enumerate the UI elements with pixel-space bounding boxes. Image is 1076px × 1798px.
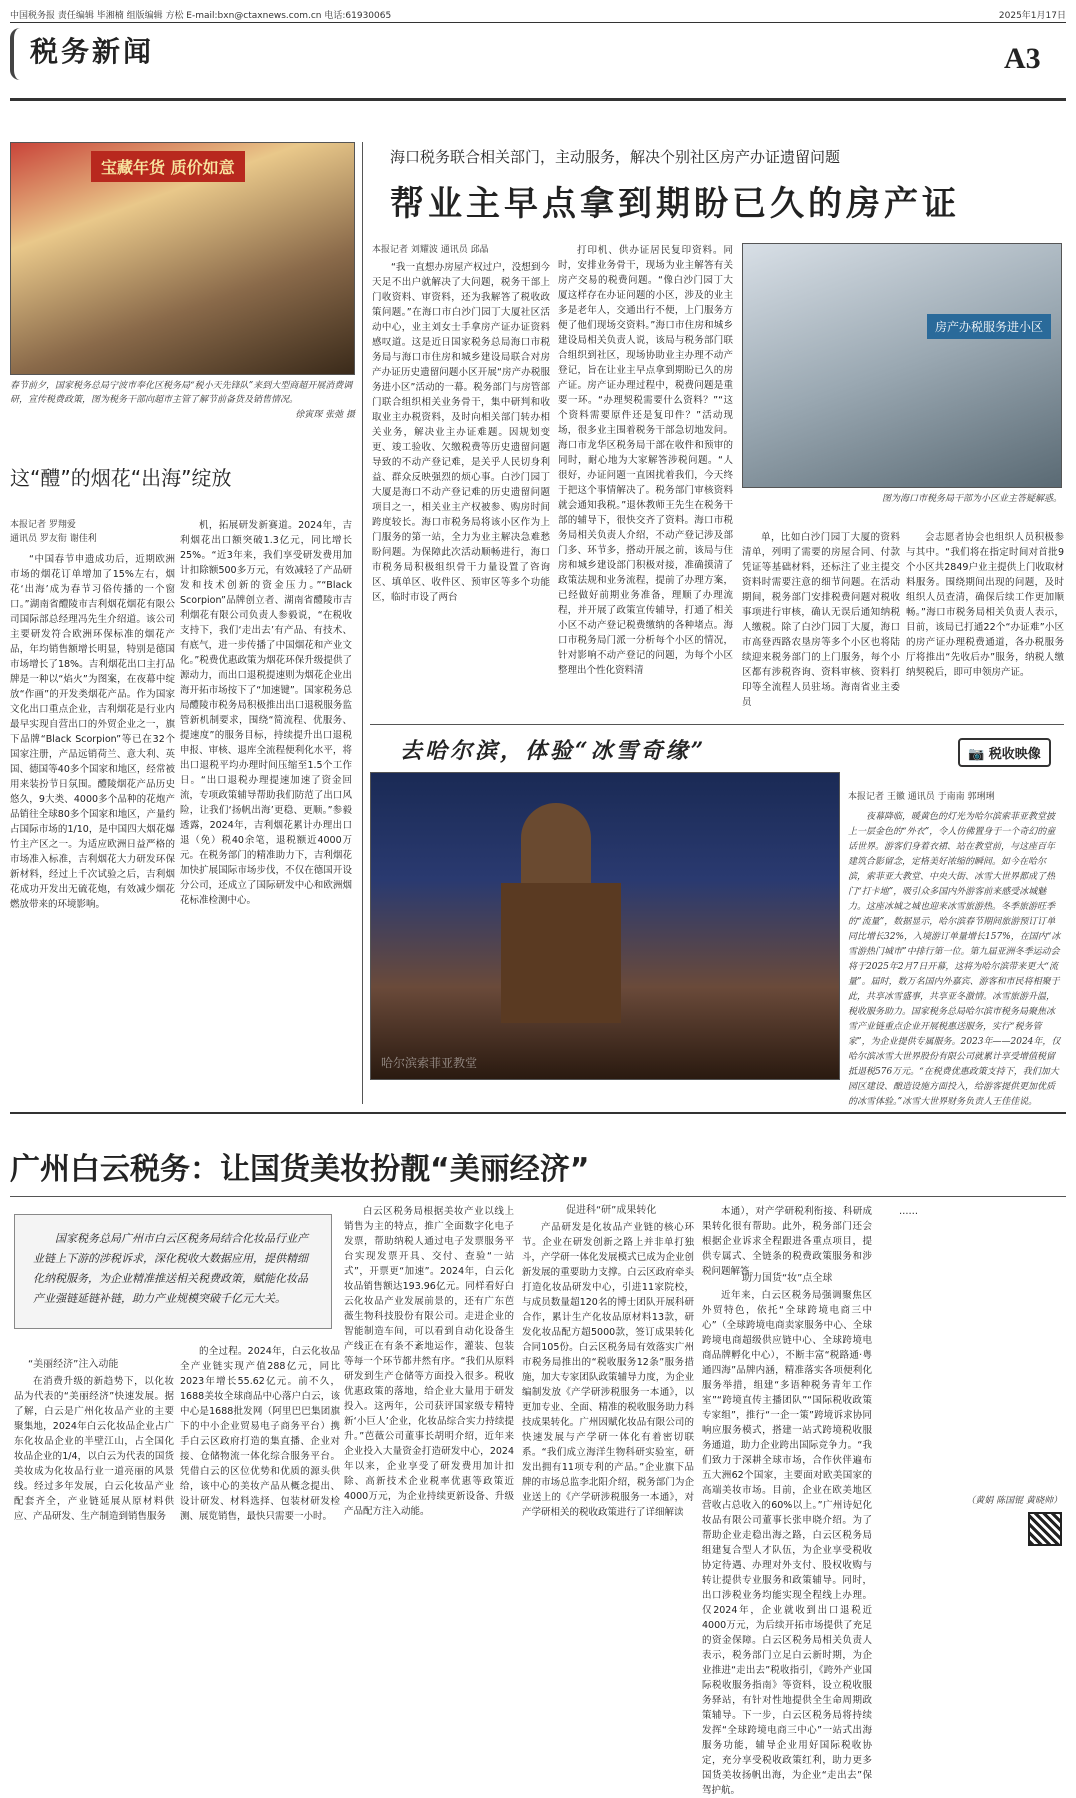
cathedral-dome-shape bbox=[521, 803, 591, 893]
story4-column-1b: 的全过程。2024年，白云化妆品全产业链实现产值288亿元，同比2023年增长55.62亿元。前不久，1688美妆全球商品中心落户白云，该中心是1688批发网（阿里巴巴集团旗下的中小企业贸易电子商务平台）携手白云区政府打造的集直播、企业对接、仓储物流一体化综合服务平台。凭借白云的区位优势和优质的源头供给，该中心的美妆产品从概念提出、设计研发、材料选择、包装材研发检测、展览销售，最快只需要一小时。 bbox=[180, 1346, 340, 1522]
bottom-section-rule bbox=[10, 1112, 1066, 1114]
section-brush-decoration bbox=[10, 28, 26, 80]
qr-code-icon bbox=[1028, 1512, 1062, 1546]
header-rule bbox=[10, 22, 1066, 23]
story2-column-1: “我一直想办房屋产权过户，没想到今天足不出户就解决了大问题，税务干部上门收资料、审资料，还为我解答了税收政策问题。”在海口市白沙门园丁大厦社区活动中心，业主刘女士手拿房产证办证资料感叹道。这是近日国家税务总局海口市税务局与海口市住房和城乡建设局联合对房产办证历史遗留问题小区开展“房产办税服务进小区”活动的一幕。税务部门与房管部门联合组织相关业务骨干，集中研判和收取业主办税资料，及时向相关部门转办相关业务，解决业主办证难题。因规划变更、竣工验收、欠缴税费等历史遗留问题导致的不动产登记难，是关乎人民切身利益、群众反映强烈的烦心事。白沙门园丁大厦是海口不动产登记难的历史遗留问题项目之一，相关业主产权被参、购房时间跨度较长。海口市税务局将该小区作为上门服务的第一站，全力为业主解决急难愁盼问题。为保障此次活动顺畅进行，海口市税务局积极组织骨干力量设置了咨询区、填单区、收件区、预审区等多个功能区，临时市设了两台 bbox=[372, 262, 550, 603]
story3-title: 去哈尔滨，体验“冰雪奇缘” bbox=[400, 738, 707, 764]
photo-caption-2: 图为海口市税务局干部为小区业主答疑解惑。 bbox=[881, 494, 1062, 504]
story3-byline: 本报记者 王徽 通讯员 于南南 郭琍琍 bbox=[848, 792, 995, 802]
story2-column-4: 会志愿者协会也组织人员积极参与其中。“我们将在指定时间对首批9个小区共2849户业主提供上门收取材料服务。围绕期间出现的问题，及时组织人员查清，确保后续工作更加顺畅。”海口市税务局相关负责人表示，目前，该局已打通22个“办证难”小区的房产证办理税费通道，各办税服务厅将推出“先收后办”服务，纳税人缴纳契税后，即可申领房产证。 bbox=[906, 532, 1064, 678]
story1-title: 这“醴”的烟花“出海”绽放 bbox=[10, 466, 232, 490]
story4-title-rule bbox=[10, 1196, 1066, 1197]
story1-column-1: “中国春节申遗成功后，近期欧洲市场的烟花订单增加了15%左右，烟花‘出海’成为春节习俗传播的一个窗口。”湖南省醴陵市吉利烟花烟花有限公司国际部总经理冯先生介绍道。该公司主要研发符合欧洲环保标准的烟花产品，年均销售额增长明显，特别是德国市场增长了18%。吉利烟花出口主打品牌是一种以“焰火”为图案，在夜幕中绽放“作画”的开发类烟花产品。作为国家文化出口重点企业，吉利烟花是行业内最早实现自营出口的外贸企业之一，旗下品牌“Black Scorpion”等已在32个国家注册，产品远销荷兰、意大利、英国、德国等40多个国家和地区，经常被用来装扮节日氛围。醴陵烟花产品历史悠久，9大类、4000多个品种的花炮产品销往全球80多个国家和地区，产量约占国际市场的1/10，是中国四大烟花爆竹主产区之一。为适应欧洲日益严格的市场准入标准，吉利烟花大力研发环保新材料，经过上千次试验之后，吉利烟花成功开发出无硫花炮，有效减少烟花燃放带来的环境影响。 bbox=[10, 554, 175, 910]
masthead-bar bbox=[10, 6, 1066, 22]
photo-caption-1: 春节前夕，国家税务总局宁波市奉化区税务局“税小天先锋队”来到大型商超开展消费调研，宣传税费政策，图为税务干部向超市主管了解节前备货及销售情况。 bbox=[10, 381, 353, 405]
story2-subhead: 海口税务联合相关部门，主动服务，解决个别社区房产办证遗留问题 bbox=[390, 148, 841, 166]
story2-title: 帮业主早点拿到期盼已久的房产证 bbox=[390, 184, 960, 224]
story4-column-5: …… bbox=[899, 1206, 918, 1217]
story4-column-4b: 近年来，白云区税务局强调聚焦区外贸特色，依托“全球跨境电商三中心”（全球跨境电商卖家服务中心、全球跨境电商超级供应链中心、全球跨境电商品牌孵化中心），不断丰富“税路通·粤通四海”品牌内涵，精准落实各项便利化服务举措，组建“多语种税务青年工作室”“跨境直传主播团队”“国际税收政策专家组”，推行“一企一策”跨境诉求协同响应服务模式，搭建一站式跨境税收服务通道，助力企业跨出国际竞争力。“我们致力于深耕全球市场，合作伙伴遍布五大洲62个国家，主要面对欧美国家的高端美妆市场。目前，企业在欧美地区营收占总收入的60%以上。”广州诗妃化妆品有限公司董事长张申晓介绍。为了帮助企业走稳出海之路，白云区税务局组建复合型人才队伍，为企业享受税收协定待遇、办理对外支付、股权收购与转让提供专业服务和政策辅导。同时，出口涉税业务均能实现全程线上办理。仅2024年，企业就收到出口退税近4000万元，为后续开拓市场提供了充足的资金保障。白云区税务局相关负责人表示，税务部门立足白云新时期，为企业推进“走出去”税收指引，《跨外产业国际税收服务指南》等资料，设立税收服务驿站，有针对性地提供全生命周期政策辅导。下一步，白云区税务局将持续发挥“全球跨境电商三中心”一站式出海服务功能，辅导企业用好国际税收协定，充分享受税收政策红利，助力更多国货美妆扬帆出海，为企业“走出去”保驾护航。 bbox=[702, 1290, 872, 1796]
photo-banner-text: 宝藏年货 质价如意 bbox=[91, 151, 245, 182]
story2-byline: 本报记者 刘耀波 通讯员 邱晶 bbox=[372, 245, 489, 255]
section-title: 税务新闻 bbox=[30, 35, 155, 68]
photo-alt-label: 哈尔滨索菲亚教堂 bbox=[381, 1056, 478, 1070]
story4-subhead-1: “美丽经济”注入动能 bbox=[28, 1359, 119, 1370]
story2-column-3: 单，比如白沙门园丁大厦的资料清单，列明了需要的房屋合同、付款凭证等基础材料，还标注了业主提交资料时需要注意的细节问题。在活动期间，税务部门安排税费问题对税收事项进行审核，确认无误后通知纳税人缴税。除了白沙门园丁大厦，海口市高登西路农垦房等多个小区也将陆续迎来税务部门的上门服务，每个小区都有涉税咨询、资料审核、资料打印等全流程人员驻场。海南省业主委员 bbox=[742, 532, 900, 708]
page-number: A3 bbox=[1004, 42, 1041, 75]
story4-subhead-3: 助力国货“妆”点全球 bbox=[742, 1273, 833, 1284]
story4-column-2: 白云区税务局根据美妆产业以线上销售为主的特点，推广全面数字化电子发票，帮助纳税人通过电子发票服务平台实现发票开具、交付、查验“一站式”，开票更“加速”。2024年，白云化妆品销售额达193.96亿元。同样看好白云化妆品产业发展前景的，还有广东芭薇生物科技股份有限公司。走进企业的智能制造车间，可以看到自动化设备生产线正在有条不紊地运作，灌装、包装等每一个环节都井然有序。“我们从原料研发到生产仓储等方面投入很多。税收优惠政策的落地，给企业大量用于研发投入。这两年，公司获评国家级专精特新‘小巨人’企业，化妆品综合实力持续提升。”芭薇公司董事长胡明介绍，近年来企业投入大量资金打造研发中心，2024年以来，企业享受了研发费用加计扣除、高新技术企业税率优惠等政策近4000万元，为企业持续更新设备、升级产品配方注入动能。 bbox=[344, 1206, 514, 1517]
camera-icon: 📷 bbox=[968, 747, 985, 762]
community-service-photo bbox=[742, 243, 1062, 488]
column-divider bbox=[362, 142, 363, 1104]
header-double-rule bbox=[10, 98, 1066, 101]
story4-column-3: 产品研发是化妆品产业链的核心环节。企业在研发创新之路上并非单打独斗，产学研一体化发展模式已成为企业创新发展的重要助力支撑。白云区政府牵头打造化妆品研发中心，引进11家院校，与成员数量超120名的博士团队开展科研合作，累计生产化妆品原材料13款，研发化妆品配方超5000款，签订成果转化合同105份。白云区税务局有效落实广州市税务局推出的“税收服务12条”服务措施，加大专家团队政策辅导力度，为企业编制发放《产学研涉税服务一本通》，以更加专业、全面、精准的税收服务助力科技成果转化。广州因赋化妆品有限公司的快速发展与产学研一体化有着密切联系。“我们成立海洋生物科研实验室，研发出拥有11项专利的产品。”企业旗下品牌的市场总监李北阳介绍，税务部门为企业送上的《产学研涉税服务一本通》，对产学研相关的税收政策进行了详细解读 bbox=[522, 1222, 694, 1518]
story3-text: 夜幕降临，暖黄色的灯光为哈尔滨索菲亚教堂披上一层金色的“外衣”，令人仿佛置身于一个奇幻的童话世界。游客们身着衣裙、站在教堂前，与这座百年建筑合影留念，定格美好浓缩的瞬间。如今在哈尔滨，索菲亚大教堂、中央大街、冰雪大世界都成了热门“打卡地”，吸引众多国内外游客前来感受冰城魅力。这座冰城之城也迎来冰雪旅游热。冬季旅游旺季的“流量”，数据显示，哈尔滨春节期间旅游预订订单同比增长32%，入境游订单量增长157%，在国内“冰雪游热门城市”中排行第一位。第九届亚洲冬季运动会将于2025年2月7日开幕，这将为哈尔滨带来更大“流量”。届时，数万名国内外嘉宾、游客和市民将相聚于此，共享冰雪盛事，共享亚冬激情。冰雪旅游升温，税收服务助力。国家税务总局哈尔滨市税务局聚焦冰雪产业链重点企业开展税惠送服务，实行“税务管家”，为企业提供专属服务。2023年——2024年，仅哈尔滨冰雪大世界股份有限公司就累计享受增值税留抵退税576万元。“在税费优惠政策支持下，我们加大园区建设、酿造设施方面投入，给游客提供更加优质的冰雪体验。”冰雪大世界财务负责人王佳佳说。 bbox=[848, 812, 1061, 1107]
story4-title: 广州白云税务：让国货美妆扮靓“美丽经济” bbox=[10, 1152, 590, 1187]
story1-byline-correspondents: 通讯员 罗友衔 谢佳利 bbox=[10, 534, 97, 544]
story4-credit: （黄娟 陈国锟 黄晓帅） bbox=[966, 1496, 1062, 1506]
masthead-info: 中国税务报 责任编辑 毕湘楠 组版编辑 方松 E-mail:bxn@ctaxnews.com.cn 电话:61930065 bbox=[10, 11, 392, 21]
story4-column-4: 本通），对产学研税利衔接、科研成果转化很有帮助。此外，税务部门还会根据企业诉求全程跟进各重点项目，提供专属式、全链条的税费政策服务和涉税问题解答。 bbox=[702, 1206, 872, 1277]
supermarket-photo bbox=[10, 142, 355, 375]
cathedral-body-shape bbox=[501, 883, 621, 1023]
photo-banner-text: 房产办税服务进小区 bbox=[927, 314, 1051, 339]
story-divider bbox=[370, 724, 1064, 725]
badge-label: 税收映像 bbox=[988, 747, 1041, 762]
story1-byline-reporter: 本报记者 罗翔爱 bbox=[10, 520, 76, 530]
issue-date: 2025年1月17日 bbox=[998, 11, 1066, 21]
photo-credit-1: 徐寅琛 张弛 摄 bbox=[295, 410, 355, 420]
story1-column-2: 机，拓展研发新赛道。2024年，吉利烟花出口额突破1.3亿元，同比增长25%。“近3年来，我们享受研发费用加计扣除额500多万元，有效减轻了产品研发和技术创新的资金压力。”“Black Scorpion”品牌创立者、湖南省醴陵市吉利烟花有限公司负责人参毅说，“在税收支持下，我们‘走出去’有产品、有技术、有底气，进一步传播了中国烟花和产业文化。”税费优惠政策为烟花环保升级提供了源动力，而出口退税提速则为烟花企业出海开拓市场按下了“加速键”。国家税务总局醴陵市税务局积极推出出口退税服务监管新机制要求，围绕“简流程、优服务、提速度”的服务目标，持续提升出口退税申报、审核、退库全流程便利化水平，将出口退税平均办理时间压缩至1.5个工作日。“出口退税办理提速加速了资金回流，专项政策辅导帮助我们防范了出口风险，让我们‘扬帆出海’更稳、更顺。”参毅透露，2024年，吉利烟花累计办理出口退（免）税40余笔，退税额近4000万元。在税务部门的精准助力下，吉利烟花加快扩展国际市场步伐，不仅在德国开设分公司，还成立了国际研发中心和欧洲烟花标准检测中心。 bbox=[180, 520, 352, 906]
story4-subhead-2: 促进科“研”成果转化 bbox=[566, 1205, 657, 1216]
photo-column-badge bbox=[958, 738, 1051, 767]
story2-column-2: 打印机、供办证居民复印资料。同时，安排业务骨干，现场为业主解答有关房产交易的税费问题。“像白沙门园丁大厦这样存在办证问题的小区，涉及的业主多是老年人，交通出行不便，上门服务方便了他们现场交资料。”海口市住房和城乡建设局相关负责人说，该局与税务部门联合组织到社区，现场协助业主办理不动产登记，旨在让业主早点拿到期盼已久的房产证。房产证办理过程中，税费问题是重要一环。“办理契税需要什么资料？”“这个资料需要原件还是复印件？”活动现场，很多业主围着税务干部急切地发问。海口市龙华区税务局干部在收件和预审的同时，耐心地为大家解答涉税问题。“人很好，办证问题一直困扰着我们，今天终于把这个事情解决了。税务部门审核资料就会通知我税。”退休教师王先生在税务干部的辅导下，很快交齐了资料。海口市税务局相关负责人介绍，不动产登记涉及部门多、环节多，搭动开展之前，该局与住房和城乡建设部门积极对接，准确摸清了政策法规和业务流程，提前了办理方案，已经做好前期业务准备，理顺了办理流程，并开展了政策宣传辅导，打通了相关小区不动产登记税费缴纳的各种堵点。海口市税务局门派一分析每个小区的情况，针对影响不动产登记的问题，为每个小区整理出个性化资料清 bbox=[558, 245, 733, 676]
harbin-cathedral-photo bbox=[370, 772, 840, 1080]
story4-abstract-box: 国家税务总局广州市白云区税务局结合化妆品行业产业链上下游的涉税诉求，深化税收大数据应用，提供精细化纳税服务，为企业精准推送相关税费政策，赋能化妆品产业强链延链补链，助力产业规模突破千亿元大关。 bbox=[14, 1214, 332, 1329]
story4-column-1a: 在消费升级的新趋势下，以化妆品为代表的“美丽经济”快速发展。据了解，白云是广州化妆品产业的主要聚集地，2024年白云化妆品企业占广东化妆品企业的半壁江山，占全国化妆品企业的1/4，以白云为代表的国货美妆成为化妆品行业一道亮丽的风景线。经过多年发展，白云化妆品产业配套齐全，产业链延展从原材料供应、产品研发、生产制造到销售服务 bbox=[14, 1376, 174, 1522]
